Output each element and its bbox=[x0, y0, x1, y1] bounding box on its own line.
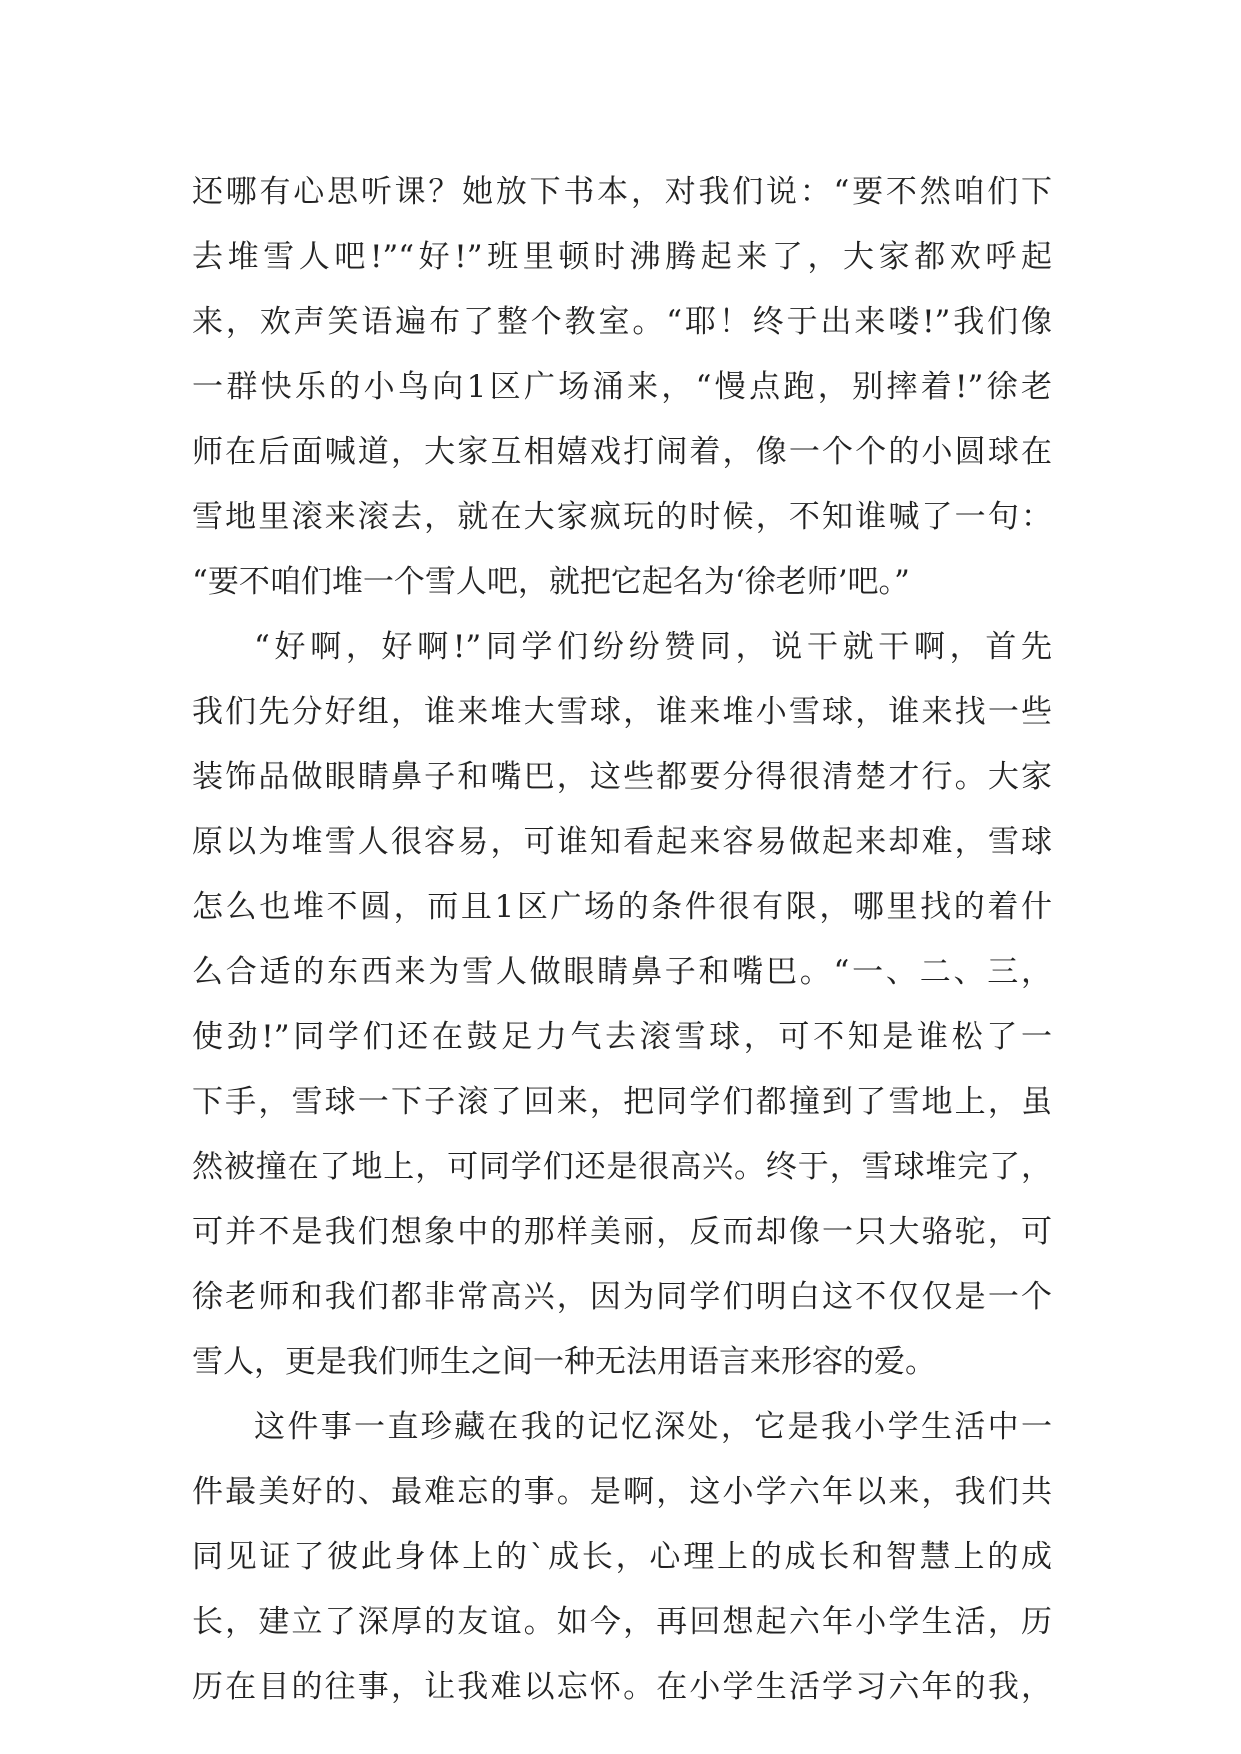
text-line: 还哪有心思听课？她放下书本，对我们说：“要不然咱们下 bbox=[192, 174, 1052, 210]
text-line: 来，欢声笑语遍布了整个教室。“耶！终于出来喽!”我们像 bbox=[192, 304, 1052, 340]
text-line: 师在后面喊道，大家互相嬉戏打闹着，像一个个的小圆球在 bbox=[192, 434, 1052, 470]
text-line: 么合适的东西来为雪人做眼睛鼻子和嘴巴。“一、二、三， bbox=[192, 954, 1052, 990]
text-line: 历在目的往事，让我难以忘怀。在小学生活学习六年的我， bbox=[192, 1669, 1052, 1705]
text-line: 下手，雪球一下子滚了回来，把同学们都撞到了雪地上，虽 bbox=[192, 1084, 1052, 1120]
text-line: 怎么也堆不圆，而且1区广场的条件很有限，哪里找的着什 bbox=[192, 889, 1052, 925]
text-line: 雪人，更是我们师生之间一种无法用语言来形容的爱。 bbox=[192, 1344, 936, 1380]
text-line: 原以为堆雪人很容易，可谁知看起来容易做起来却难，雪球 bbox=[192, 824, 1052, 860]
text-line: 可并不是我们想象中的那样美丽，反而却像一只大骆驼，可 bbox=[192, 1214, 1052, 1250]
paragraph-start-line: 这件事一直珍藏在我的记忆深处，它是我小学生活中一 bbox=[254, 1409, 1052, 1445]
text-line: 使劲!”同学们还在鼓足力气去滚雪球，可不知是谁松了一 bbox=[192, 1019, 1052, 1055]
text-line: 同见证了彼此身体上的`成长，心理上的成长和智慧上的成 bbox=[192, 1539, 1052, 1575]
text-line: 去堆雪人吧!”“好!”班里顿时沸腾起来了，大家都欢呼起 bbox=[192, 239, 1052, 275]
text-line: 雪地里滚来滚去，就在大家疯玩的时候，不知谁喊了一句： bbox=[192, 499, 1052, 535]
text-line: 徐老师和我们都非常高兴，因为同学们明白这不仅仅是一个 bbox=[192, 1279, 1052, 1315]
paragraph-start-line: “好啊，好啊!”同学们纷纷赞同，说干就干啊，首先 bbox=[254, 629, 1052, 665]
text-line: 长，建立了深厚的友谊。如今，再回想起六年小学生活，历 bbox=[192, 1604, 1052, 1640]
body-text bbox=[192, 160, 1052, 1720]
text-line: 装饰品做眼睛鼻子和嘴巴，这些都要分得很清楚才行。大家 bbox=[192, 759, 1052, 795]
text-line: 然被撞在了地上，可同学们还是很高兴。终于，雪球堆完了， bbox=[192, 1149, 1052, 1185]
text-line: 件最美好的、最难忘的事。是啊，这小学六年以来，我们共 bbox=[192, 1474, 1052, 1510]
text-line: “要不咱们堆一个雪人吧，就把它起名为‘徐老师’吧。” bbox=[192, 564, 910, 600]
text-line: 我们先分好组，谁来堆大雪球，谁来堆小雪球，谁来找一些 bbox=[192, 694, 1052, 730]
text-line: 一群快乐的小鸟向1区广场涌来，“慢点跑，别摔着!”徐老 bbox=[192, 369, 1052, 405]
